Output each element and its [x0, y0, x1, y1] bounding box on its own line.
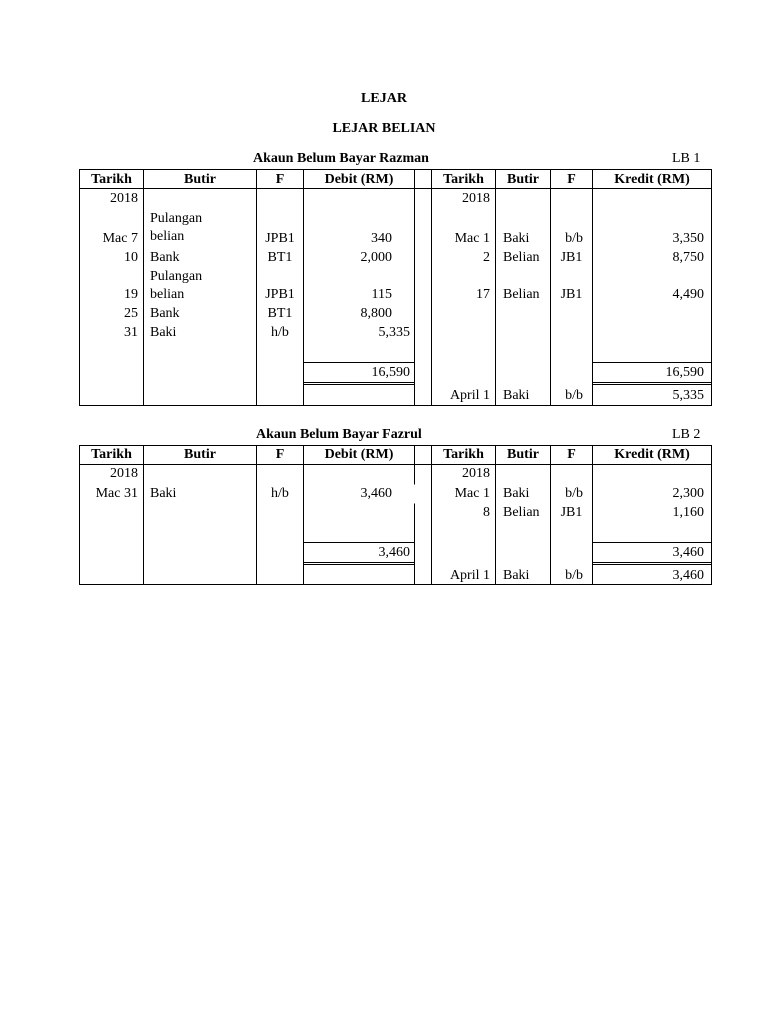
table-cell-amount: 2,300 [672, 486, 704, 501]
table-cell-tarikh: Mac 1 [454, 486, 490, 501]
header-tarikh-debit: Tarikh [91, 172, 132, 187]
debit-year: 2018 [110, 466, 138, 481]
header-f-debit: F [275, 172, 285, 187]
table-cell-amount: 115 [371, 287, 392, 302]
account-2-code: LB 2 [672, 427, 701, 442]
table-cell-amount: 8,800 [360, 306, 392, 321]
table-cell-tarikh: Mac 31 [95, 486, 138, 501]
table-cell-tarikh: 19 [124, 287, 138, 302]
credit-year: 2018 [462, 466, 490, 481]
table-cell-butir: belian [150, 287, 185, 302]
page-title: LEJAR [361, 91, 407, 106]
table-cell-tarikh: 10 [124, 250, 138, 265]
table-cell-f: b/b [565, 486, 583, 501]
header-tarikh-credit: Tarikh [443, 172, 484, 187]
carried-f: b/b [565, 568, 583, 583]
table-cell-f: JB1 [560, 505, 583, 520]
table-cell-f: JPB1 [265, 231, 295, 246]
table-cell-f: h/b [271, 325, 289, 340]
table-cell-f: h/b [271, 486, 289, 501]
table-cell-amount: 2,000 [360, 250, 392, 265]
table-cell-f: JB1 [560, 250, 583, 265]
account-1-title: Akaun Belum Bayar Razman [253, 151, 429, 166]
credit-total: 3,460 [672, 545, 704, 560]
header-tarikh-credit: Tarikh [443, 447, 484, 462]
carried-butir: Baki [503, 388, 530, 403]
header-butir-credit: Butir [507, 172, 539, 187]
table-cell-tarikh: 8 [483, 505, 490, 520]
table-cell-tarikh: 17 [476, 287, 490, 302]
credit-total: 16,590 [665, 365, 704, 380]
table-cell-tarikh: 31 [124, 325, 138, 340]
table-cell-f: JPB1 [265, 287, 295, 302]
credit-year: 2018 [462, 191, 490, 206]
carried-butir: Baki [503, 568, 530, 583]
table-cell-butir: Bank [150, 306, 180, 321]
debit-total: 3,460 [378, 545, 410, 560]
page-subtitle: LEJAR BELIAN [332, 121, 436, 136]
table-cell-amount: 4,490 [672, 287, 704, 302]
table-cell-amount: 3,460 [360, 486, 392, 501]
header-debit: Debit (RM) [324, 172, 394, 187]
table-cell-tarikh: Mac 1 [454, 231, 490, 246]
header-butir-credit: Butir [507, 447, 539, 462]
table-cell-butir: Baki [503, 486, 530, 501]
table-cell-butir: Baki [150, 325, 177, 340]
carried-tarikh: April 1 [449, 568, 490, 583]
table-cell-amount: 340 [371, 231, 392, 246]
carried-tarikh: April 1 [449, 388, 490, 403]
header-debit: Debit (RM) [324, 447, 394, 462]
table-cell-amount: 5,335 [378, 325, 410, 340]
table-cell-f: JB1 [560, 287, 583, 302]
table-cell-amount: 3,350 [672, 231, 704, 246]
header-f-debit: F [275, 447, 285, 462]
debit-year: 2018 [110, 191, 138, 206]
table-cell-butir: Baki [150, 486, 177, 501]
header-tarikh-debit: Tarikh [91, 447, 132, 462]
carried-amount: 5,335 [672, 388, 704, 403]
table-cell-f: BT1 [267, 306, 293, 321]
table-cell-f: BT1 [267, 250, 293, 265]
table-cell-butir: Belian [503, 505, 540, 520]
carried-f: b/b [565, 388, 583, 403]
table-cell-tarikh: 2 [483, 250, 490, 265]
table-cell-amount: 1,160 [672, 505, 704, 520]
table-cell-amount: 8,750 [672, 250, 704, 265]
table-cell-butir: Belian [503, 287, 540, 302]
carried-amount: 3,460 [672, 568, 704, 583]
debit-total: 16,590 [371, 365, 410, 380]
account-2-title: Akaun Belum Bayar Fazrul [256, 427, 422, 442]
table-cell-butir: Belian [503, 250, 540, 265]
table-cell-tarikh: 25 [124, 306, 138, 321]
table-cell-butir: Baki [503, 231, 530, 246]
header-f-credit: F [567, 447, 576, 462]
account-1-code: LB 1 [672, 151, 701, 166]
table-cell-tarikh: Mac 7 [102, 231, 138, 246]
table-cell-butir: belian [150, 229, 185, 244]
header-f-credit: F [567, 172, 576, 187]
header-butir-debit: Butir [184, 172, 216, 187]
table-cell-butir: Pulangan [150, 211, 203, 226]
table-cell-butir: Pulangan [150, 269, 203, 284]
table-cell-f: b/b [565, 231, 583, 246]
header-kredit: Kredit (RM) [614, 172, 690, 187]
header-kredit: Kredit (RM) [614, 447, 690, 462]
header-butir-debit: Butir [184, 447, 216, 462]
table-cell-butir: Bank [150, 250, 180, 265]
